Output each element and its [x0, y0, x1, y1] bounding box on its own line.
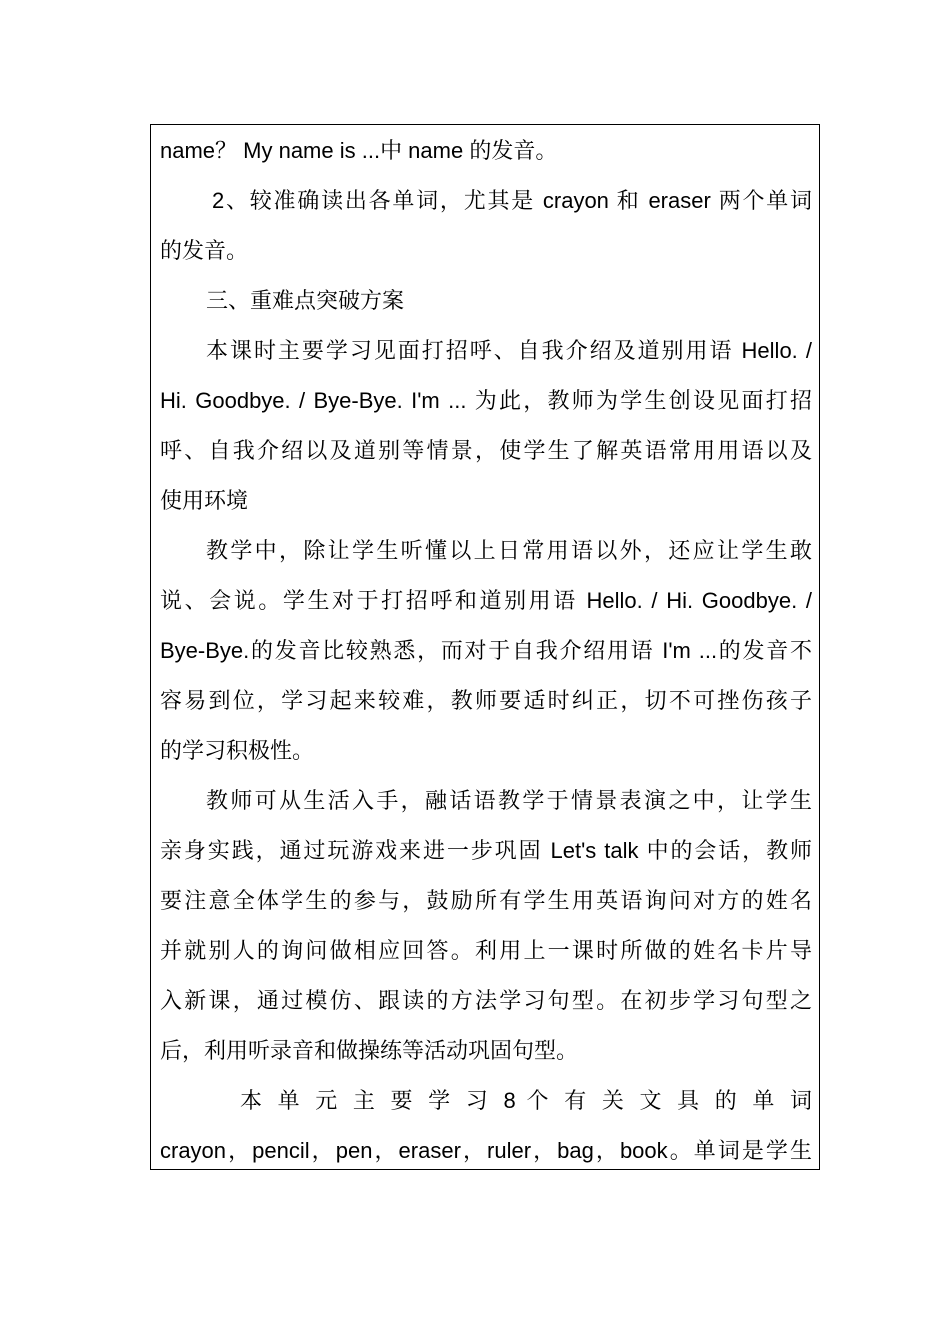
text-line-19: 后，利用听录音和做操练等活动巩固句型。: [160, 1038, 579, 1063]
text-line-16: 要注意全体学生的参与，鼓励所有学生用英语询问对方的姓名: [160, 888, 812, 913]
text-line-9: 教学中，除让学生听懂以上日常用语以外，还应让学生敢: [206, 538, 812, 563]
text-line-14: 教师可从生活入手，融话语教学于情景表演之中，让学生: [206, 788, 812, 813]
text-line-17: 并就别人的询问做相应回答。利用上一课时所做的姓名卡片导: [160, 938, 812, 963]
text-line-15: 亲身实践，通过玩游戏来进一步巩固 Let's talk 中的会话，教师: [160, 838, 812, 863]
section-heading: 三、重难点突破方案: [206, 288, 405, 313]
text-line-13: 的学习积极性。: [160, 738, 315, 763]
text-line-7: 呼、自我介绍以及道别等情景，使学生了解英语常用用语以及: [160, 438, 812, 463]
text-line-11: Bye-Bye.的发音比较熟悉，而对于自我介绍用语 I'm ...的发音不: [160, 638, 812, 663]
text-line-6: Hi. Goodbye. / Bye-Bye. I'm ... 为此，教师为学生创设见面打招: [160, 388, 812, 413]
text-line-12: 容易到位，学习起来较难，教师要适时纠正，切不可挫伤孩子: [160, 688, 812, 713]
text-line-3: 的发音。: [160, 238, 249, 263]
text-line-21: crayon，pencil，pen，eraser，ruler，bag，book。单词是学生: [160, 1138, 812, 1163]
text-line-20: 本 单 元 主 要 学 习 8 个 有 关 文 具 的 单 词: [240, 1088, 812, 1113]
text-line-8: 使用环境: [160, 488, 249, 513]
text-line-5: 本课时主要学习见面打招呼、自我介绍及道别用语 Hello. /: [206, 338, 812, 363]
text-line-18: 入新课，通过模仿、跟读的方法学习句型。在初步学习句型之: [160, 988, 812, 1013]
text-line-2: 2、较准确读出各单词，尤其是 crayon 和 eraser 两个单词: [212, 188, 812, 213]
text-line-1: name？ My name is ...中 name 的发音。: [160, 138, 558, 163]
text-line-10: 说、会说。学生对于打招呼和道别用语 Hello. / Hi. Goodbye. /: [160, 588, 812, 613]
